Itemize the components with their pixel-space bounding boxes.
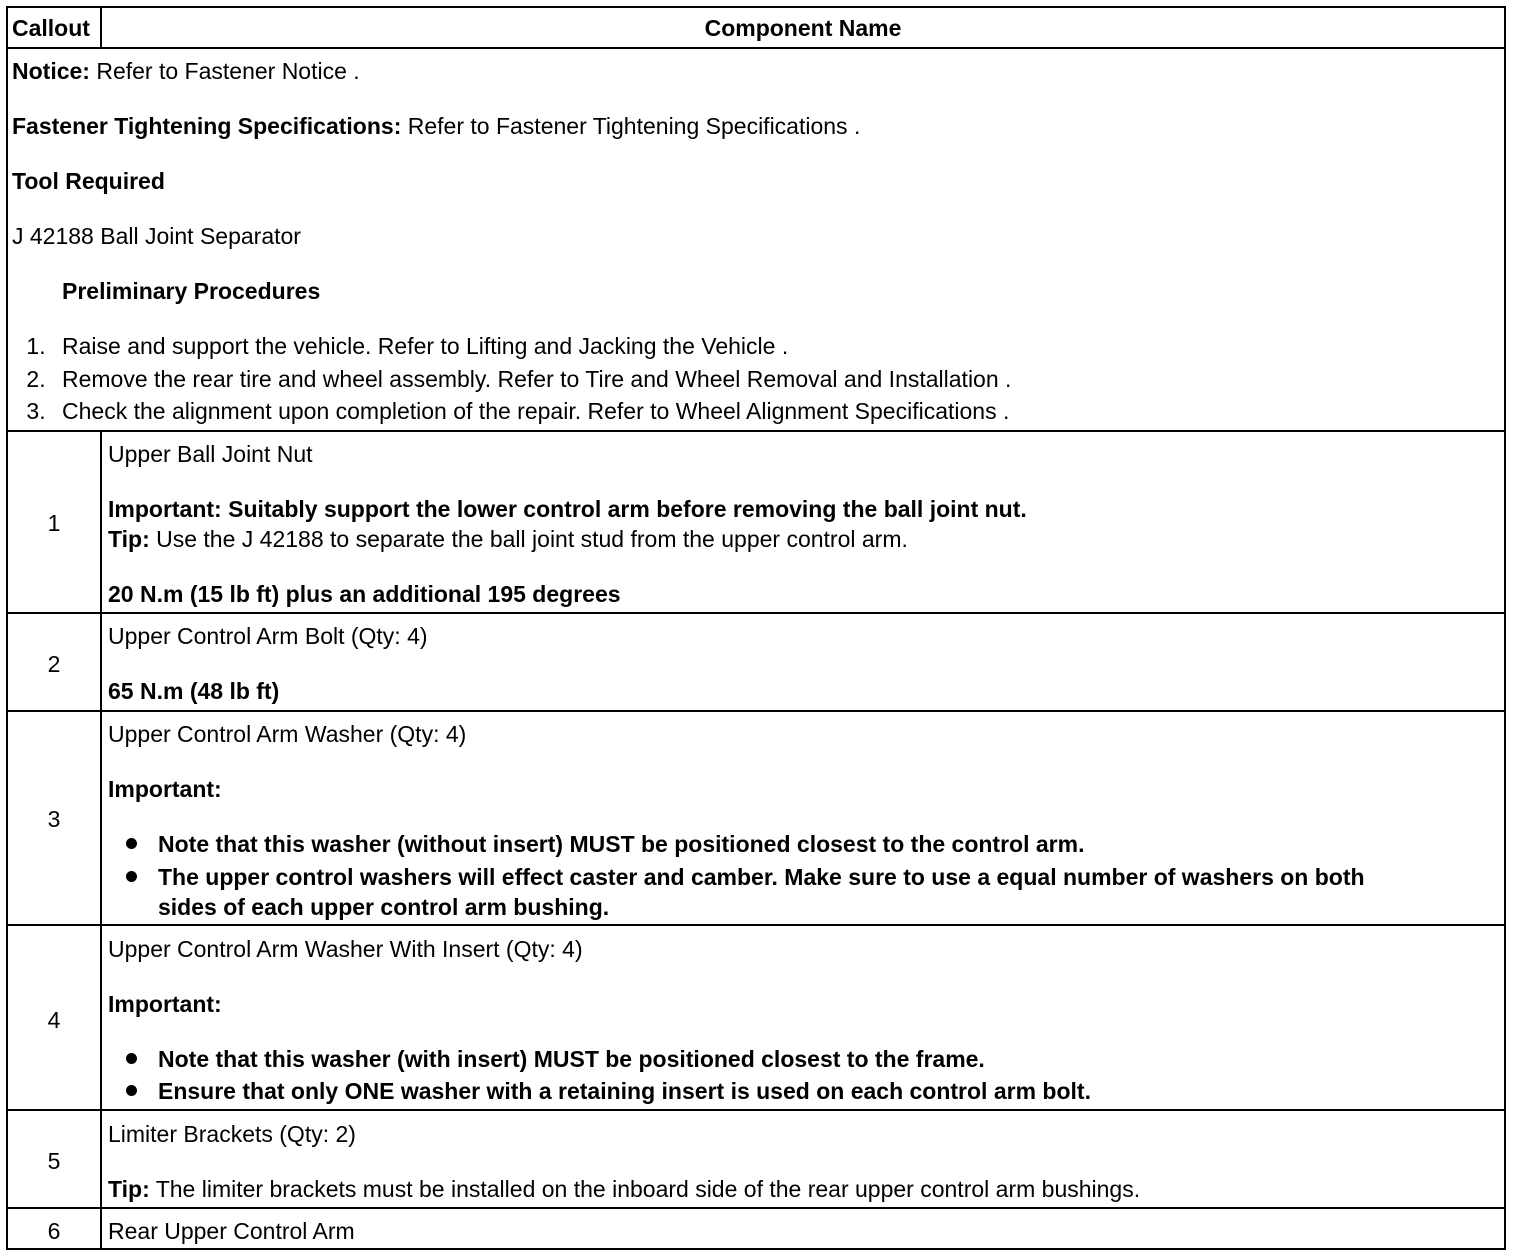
row-divider [6, 924, 1506, 926]
bullet-text: The upper control washers will effect caster and camber. Make sure to use a equal number of washers on both [158, 864, 1365, 890]
callout-number: 2 [47, 651, 61, 677]
header-component-name: Component Name [704, 15, 902, 41]
prelim-heading: Preliminary Procedures [62, 278, 321, 304]
callout-number: 5 [47, 1148, 61, 1174]
important-label: Important: [108, 776, 222, 802]
component-name: Upper Ball Joint Nut [108, 441, 313, 467]
intro-divider [6, 430, 1506, 432]
tip-text: Use the J 42188 to separate the ball joint stud from the upper control arm. [149, 526, 908, 552]
torque-spec: 65 N.m (48 lb ft) [108, 678, 280, 704]
tip-line [108, 1174, 1140, 1204]
bullet-text: Ensure that only ONE washer with a retaining insert is used on each control arm bolt. [158, 1078, 1091, 1104]
bullet-text: Note that this washer (with insert) MUST be positioned closest to the frame. [158, 1046, 985, 1072]
important-label: Important: [108, 991, 222, 1017]
notice-label: Notice: [12, 58, 90, 84]
component-name: Upper Control Arm Washer (Qty: 4) [108, 721, 467, 747]
fastener-label: Fastener Tightening Specifications: [12, 113, 402, 139]
step-text: Raise and support the vehicle. Refer to Lifting and Jacking the Vehicle . [62, 333, 789, 359]
important-note: Important: Suitably support the lower control arm before removing the ball joint nut. [108, 496, 1027, 522]
tool-name: J 42188 Ball Joint Separator [12, 223, 301, 249]
step-number: 2. [26, 366, 46, 392]
component-name: Upper Control Arm Washer With Insert (Qty: 4) [108, 936, 583, 962]
notice-line [12, 56, 360, 86]
tool-required-heading: Tool Required [12, 168, 165, 194]
tip-label: Tip: [108, 526, 150, 552]
step-number: 1. [26, 333, 46, 359]
component-name: Rear Upper Control Arm [108, 1218, 355, 1244]
bullet-text-continued: sides of each upper control arm bushing. [158, 894, 610, 920]
column-divider [100, 430, 102, 1250]
bullet-icon [126, 1085, 137, 1096]
bullet-icon [126, 838, 137, 849]
bullet-text: Note that this washer (without insert) MUST be positioned closest to the control arm. [158, 831, 1085, 857]
bullet-icon [126, 871, 137, 882]
tip-label: Tip: [108, 1176, 150, 1202]
component-name: Upper Control Arm Bolt (Qty: 4) [108, 623, 428, 649]
callout-number: 3 [47, 806, 61, 832]
fastener-line [12, 111, 860, 141]
fastener-text: Refer to Fastener Tightening Specifications . [401, 113, 861, 139]
tip-text: The limiter brackets must be installed on the inboard side of the rear upper control arm bushings. [149, 1176, 1141, 1202]
row-divider [6, 710, 1506, 712]
step-text: Check the alignment upon completion of the repair. Refer to Wheel Alignment Specifications . [62, 398, 1010, 424]
callout-number: 1 [47, 510, 61, 536]
callout-number: 6 [47, 1218, 61, 1244]
row-divider [6, 1207, 1506, 1209]
row-divider [6, 612, 1506, 614]
component-name: Limiter Brackets (Qty: 2) [108, 1121, 356, 1147]
step-text: Remove the rear tire and wheel assembly. Refer to Tire and Wheel Removal and Installation . [62, 366, 1012, 392]
header-divider [6, 47, 1506, 49]
bullet-icon [126, 1053, 137, 1064]
tip-line [108, 524, 908, 554]
notice-text: Refer to Fastener Notice . [89, 58, 360, 84]
torque-spec: 20 N.m (15 lb ft) plus an additional 195 degrees [108, 581, 621, 607]
step-number: 3. [26, 398, 46, 424]
header-callout: Callout [12, 15, 90, 41]
callout-number: 4 [47, 1007, 61, 1033]
row-divider [6, 1109, 1506, 1111]
